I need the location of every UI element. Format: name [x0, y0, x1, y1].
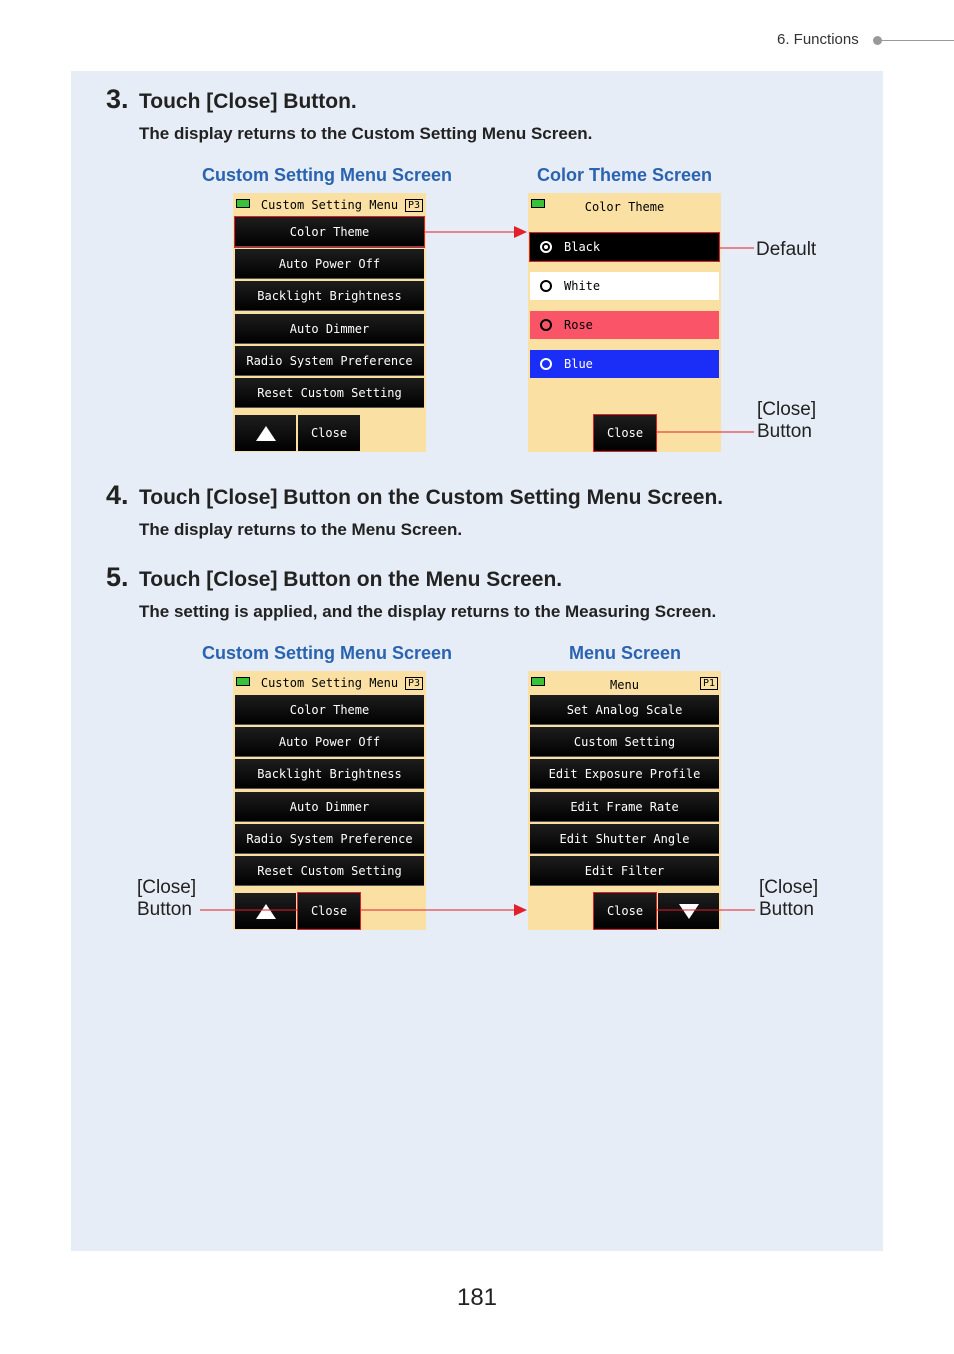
menu-item-edit-exposure-profile[interactable]: Edit Exposure Profile [530, 759, 719, 789]
page-up-button[interactable] [235, 893, 296, 929]
menu-item-edit-shutter-angle[interactable]: Edit Shutter Angle [530, 824, 719, 854]
header-dot-icon [873, 36, 882, 45]
status-bar [528, 671, 721, 693]
menu-item-auto-power-off[interactable]: Auto Power Off [235, 727, 424, 757]
menu-item-edit-frame-rate[interactable]: Edit Frame Rate [530, 792, 719, 822]
close-button[interactable]: Close [594, 415, 656, 451]
section-header: 6. Functions [777, 31, 859, 48]
caption-custom-setting-menu-1: Custom Setting Menu Screen [202, 165, 453, 185]
step-5-title: Touch [Close] Button on the Menu Screen. [139, 568, 563, 591]
caption-menu: Menu Screen [569, 643, 682, 663]
menu-item-radio-system-preference[interactable]: Radio System Preference [235, 346, 424, 376]
radio-selected-icon [540, 241, 552, 253]
status-bar [233, 671, 426, 693]
callout-line-1: [Close] [137, 877, 197, 898]
callout-close-button-2 [137, 877, 196, 921]
radio-icon [540, 358, 552, 370]
step-3-title: Touch [Close] Button. [139, 90, 357, 113]
status-bar [233, 193, 426, 215]
page-badge: P3 [405, 677, 423, 690]
screen-title: Menu [610, 678, 639, 692]
menu-item-auto-dimmer[interactable]: Auto Dimmer [235, 792, 424, 822]
step-3-number: 3. [106, 84, 129, 114]
step-4-title: Touch [Close] Button on the Custom Setting Menu Screen. [139, 486, 724, 509]
arrow-up-icon [256, 904, 276, 919]
page-up-button[interactable] [235, 415, 296, 451]
screen-title: Custom Setting Menu [260, 676, 399, 690]
callout-line-2: Button [759, 899, 814, 920]
color-theme-screen [528, 193, 721, 452]
custom-setting-menu-screen-1 [233, 193, 426, 452]
menu-item-reset-custom-setting[interactable]: Reset Custom Setting [235, 856, 424, 886]
menu-item-edit-filter[interactable]: Edit Filter [530, 856, 719, 886]
callout-default: Default [756, 239, 817, 260]
step-3-desc: The display returns to the Custom Setting Menu Screen. [139, 124, 593, 143]
radio-icon [540, 319, 552, 331]
theme-option-black[interactable] [530, 233, 719, 261]
screen-title: Custom Setting Menu [260, 198, 399, 212]
status-bar [528, 193, 721, 215]
menu-item-color-theme[interactable]: Color Theme [235, 695, 424, 725]
radio-icon [540, 280, 552, 292]
screen-title: Color Theme [584, 200, 665, 214]
close-button[interactable]: Close [298, 415, 360, 451]
step-5-number: 5. [106, 562, 129, 592]
caption-color-theme: Color Theme Screen [537, 165, 713, 185]
page-badge: P1 [700, 677, 718, 690]
theme-option-label: White [564, 279, 601, 293]
theme-option-label: Black [564, 240, 601, 254]
arrow-down-icon [679, 904, 699, 919]
close-button[interactable]: Close [594, 893, 656, 929]
step-4-number: 4. [106, 480, 129, 510]
menu-item-backlight-brightness[interactable]: Backlight Brightness [235, 281, 424, 311]
step-5-desc: The setting is applied, and the display returns to the Measuring Screen. [139, 602, 717, 621]
step-4-desc: The display returns to the Menu Screen. [139, 520, 463, 539]
callout-line-1: [Close] [759, 877, 819, 898]
page-badge: P3 [405, 199, 423, 212]
callout-line-1: [Close] [757, 399, 817, 420]
arrow-up-icon [256, 426, 276, 441]
caption-custom-setting-menu-2: Custom Setting Menu Screen [202, 643, 453, 663]
menu-item-color-theme[interactable]: Color Theme [235, 217, 424, 247]
callout-close-button-1 [757, 399, 816, 443]
page-down-button[interactable] [658, 893, 719, 929]
header-rule [882, 40, 954, 41]
menu-screen [528, 671, 721, 930]
close-button[interactable]: Close [298, 893, 360, 929]
menu-item-radio-system-preference[interactable]: Radio System Preference [235, 824, 424, 854]
callout-line-2: Button [757, 421, 812, 442]
custom-setting-menu-screen-2 [233, 671, 426, 930]
theme-option-rose[interactable] [530, 311, 719, 339]
theme-option-blue[interactable] [530, 350, 719, 378]
theme-option-white[interactable] [530, 272, 719, 300]
menu-item-set-analog-scale[interactable]: Set Analog Scale [530, 695, 719, 725]
menu-item-auto-power-off[interactable]: Auto Power Off [235, 249, 424, 279]
menu-item-auto-dimmer[interactable]: Auto Dimmer [235, 314, 424, 344]
callout-line-2: Button [137, 899, 192, 920]
theme-option-label: Blue [564, 357, 593, 371]
theme-option-label: Rose [564, 318, 593, 332]
menu-item-custom-setting[interactable]: Custom Setting [530, 727, 719, 757]
menu-item-reset-custom-setting[interactable]: Reset Custom Setting [235, 378, 424, 408]
callout-close-button-3 [759, 877, 818, 921]
menu-item-backlight-brightness[interactable]: Backlight Brightness [235, 759, 424, 789]
page-number: 181 [456, 1284, 498, 1311]
